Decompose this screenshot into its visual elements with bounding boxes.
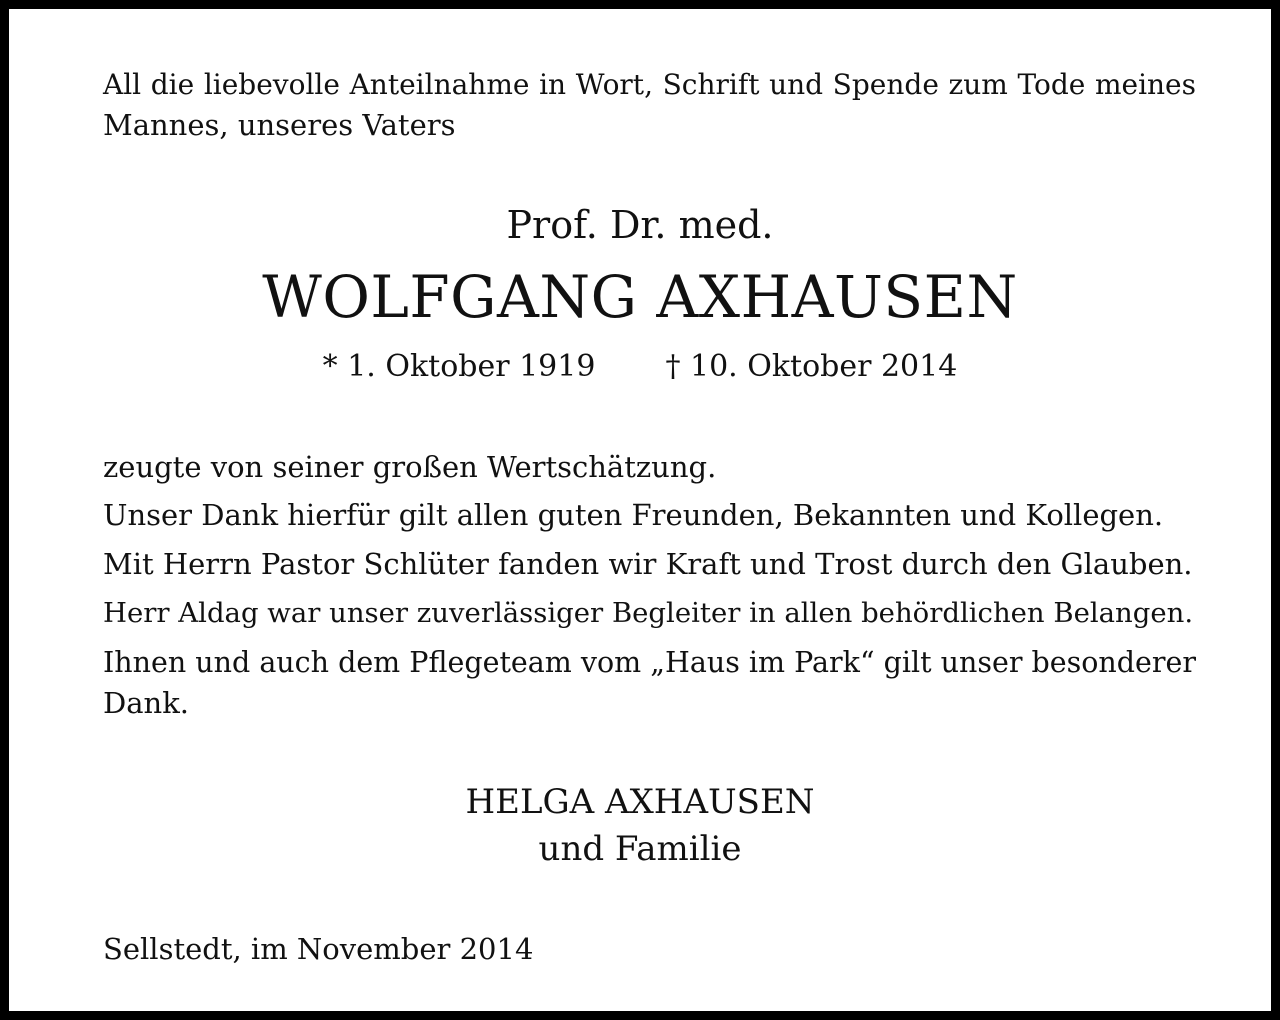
body-line-1: zeugte von seiner großen Wertschätzung. — [103, 450, 717, 484]
life-dates — [9, 349, 1271, 385]
intro-line-1: All die liebevolle Anteilnahme in Wort, Schrift und Spende zum Tode meines — [103, 68, 1196, 101]
signer-family: und Familie — [538, 829, 742, 869]
deceased-name: WOLFGANG AXHAUSEN — [262, 263, 1018, 331]
place-date: Sellstedt, im November 2014 — [103, 932, 534, 966]
deceased-title: Prof. Dr. med. — [506, 203, 774, 247]
body-line-5: Ihnen und auch dem Pflegeteam vom „Haus im Park“ gilt unser besonderer — [103, 646, 1196, 679]
death-date: † 10. Oktober 2014 — [665, 349, 958, 384]
body-line-4: Herr Aldag war unser zuverlässiger Begleiter in allen behördlichen Belangen. — [103, 597, 1194, 629]
intro-line-2: Mannes, unseres Vaters — [103, 108, 456, 142]
birth-date: * 1. Oktober 1919 — [322, 349, 596, 384]
body-line-2: Unser Dank hierfür gilt allen guten Freunden, Bekannten und Kollegen. — [103, 498, 1164, 532]
body-line-3: Mit Herrn Pastor Schlüter fanden wir Kraft und Trost durch den Glauben. — [103, 547, 1193, 581]
signer-name: HELGA AXHAUSEN — [465, 782, 815, 822]
body-line-6: Dank. — [103, 686, 190, 720]
